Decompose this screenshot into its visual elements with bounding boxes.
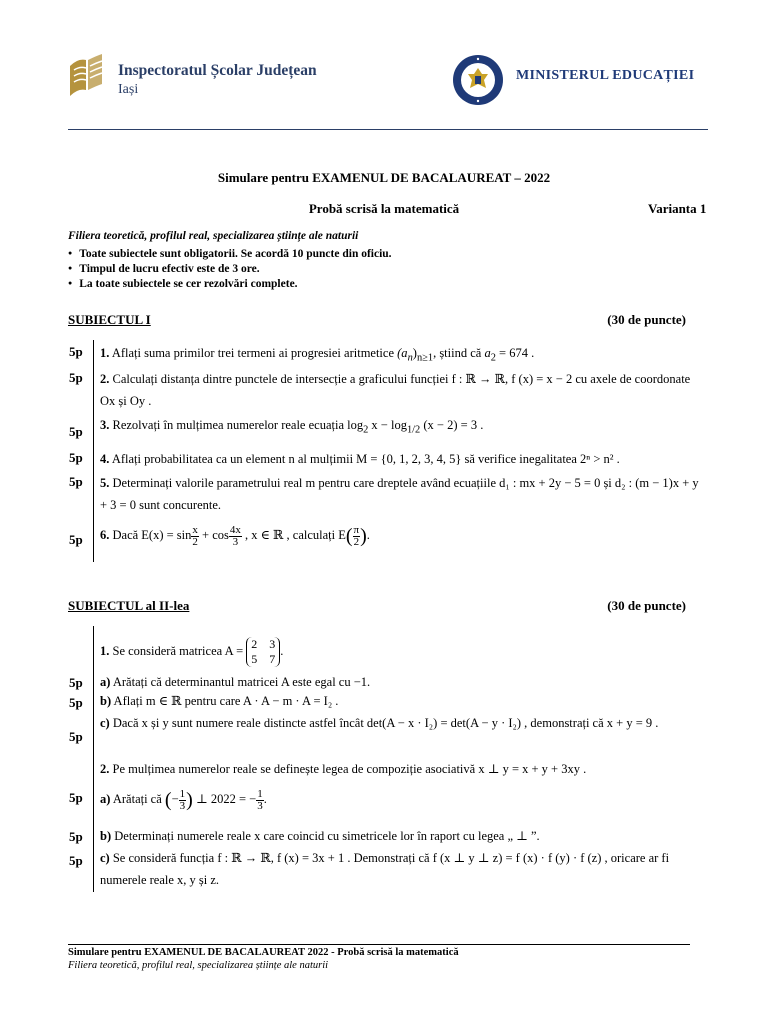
matrix-A: 2 3 5 7 — [246, 637, 280, 667]
question-2-1c: c) Dacă x și y sunt numere reale distincte astfel încât det(A − x · I₂) = det(A − y · I₂) , demonstrați că x + y = 9 . — [100, 716, 659, 730]
question-2-2c: c) Se consideră funcția f : ℝ → ℝ, f (x) = 3x + 1 . Demonstrați că f (x ⊥ y ⊥ z) = f (x) · f (y) · f (z) , oricare ar fi numerele reale x, y și z. — [100, 851, 670, 887]
question-2-1-intro: 1. Se consideră matricea A = 2 3 5 7 . — [100, 637, 284, 666]
points-label: 5p — [69, 424, 83, 439]
instruction-item: ● Timpul de lucru efectiv este de 3 ore. — [68, 261, 392, 276]
points-label: 5p — [69, 829, 83, 844]
footer-line-2: Filiera teoretică, profilul real, specializarea științe ale naturii — [68, 960, 329, 971]
points-label: 5p — [69, 474, 83, 489]
question-1-1: 1. Aflați suma primilor trei termeni ai progresiei aritmetice $(a_n)_{n\ge 1}$, știind că $a_2 = 674$ . — [100, 346, 535, 364]
points-label: 5p — [69, 532, 83, 547]
question-1-3: 3. Rezolvați în mulțimea numerelor reale ecuația $\log_2 x - \log_{1/2} (x - 2) = 3$ . — [100, 418, 484, 436]
points-label: 5p — [69, 695, 83, 710]
points-label: 5p — [69, 853, 83, 868]
footer-line-1: Simulare pentru EXAMENUL DE BACALAUREAT 2022 - Probă scrisă la matematică — [68, 947, 459, 958]
instruction-item: ● Toate subiectele sunt obligatorii. Se acordă 10 puncte din oficiu. — [68, 246, 392, 261]
question-1-4: 4. Aflați probabilitatea ca un element n al mulțimii M = {0, 1, 2, 3, 4, 5} să verifice inegalitatea 2ⁿ > n² . — [100, 452, 620, 466]
points-label: 5p — [69, 675, 83, 690]
subject1-title: SUBIECTUL I — [68, 312, 151, 327]
header-divider — [68, 129, 708, 130]
subject2-points: (30 de puncte) — [607, 598, 686, 613]
exam-title: Simulare pentru EXAMENUL DE BACALAUREAT – 2022 — [217, 170, 551, 185]
question-1-6: 6. Dacă E(x) = sin $\frac{x}{2}$ + cos $\frac{4x}{3}$ , x ∈ ℝ , calculați E( $\frac{\pi}{2}$ ). — [100, 523, 370, 548]
question-1-2: 2. Calculați distanța dintre punctele de intersecție a graficului funcției f : ℝ → ℝ, f (x) = x − 2 cu axele de coordonate Ox și Oy . — [100, 372, 691, 408]
exam-variant: Varianta 1 — [648, 201, 707, 216]
subject2-heading — [68, 598, 686, 614]
institution-name: Inspectoratul Școlar Județean — [118, 62, 317, 79]
question-2-2a: a) Arătați că (− $\frac{1}{3}$ ) ⊥ 2022 = − $\frac{1}{3}$ . — [100, 787, 267, 812]
points-label: 5p — [69, 790, 83, 805]
subject2-title: SUBIECTUL al II-lea — [68, 598, 190, 613]
question-2-2-intro: 2. Pe mulțimea numerelor reale se definește legea de compoziție asociativă x ⊥ y = x + y + 3xy . — [100, 762, 587, 776]
question-2-2b: b) Determinați numerele reale x care coincid cu simetricele lor în raport cu legea „ ⊥ ”. — [100, 829, 540, 843]
footer-divider — [68, 944, 690, 945]
subject1-points: (30 de puncte) — [607, 312, 686, 327]
exam-filiera: Filiera teoretică, profilul real, specializarea științe ale naturii — [68, 230, 359, 242]
subject1-heading — [68, 312, 686, 328]
institution-city: Iași — [118, 82, 139, 97]
question-2-1b: b) Aflați m ∈ ℝ pentru care A · A − m · A = I₂ . — [100, 694, 339, 708]
government-seal-icon — [452, 54, 504, 106]
ministry-name: MINISTERUL EDUCAȚIEI — [516, 68, 695, 83]
exam-subtitle: Probă scrisă la matematică — [308, 201, 460, 216]
subject2-margin-line — [93, 626, 94, 892]
instruction-item: ● La toate subiectele se cer rezolvări complete. — [68, 276, 392, 291]
instructions-list — [68, 246, 392, 291]
points-label: 5p — [69, 344, 83, 359]
points-label: 5p — [69, 370, 83, 385]
inspectorate-logo-icon — [68, 52, 104, 98]
points-label: 5p — [69, 729, 83, 744]
question-2-1a: a) Arătați că determinantul matricei A este egal cu −1. — [100, 675, 371, 689]
points-label: 5p — [69, 450, 83, 465]
question-1-5: 5. Determinați valorile parametrului real m pentru care dreptele având ecuațiile d₁ : mx + 2y − 5 = 0 și d₂ : (m − 1)x + y + 3 = 0 sunt concurente. — [100, 476, 699, 512]
subject1-margin-line — [93, 340, 94, 562]
